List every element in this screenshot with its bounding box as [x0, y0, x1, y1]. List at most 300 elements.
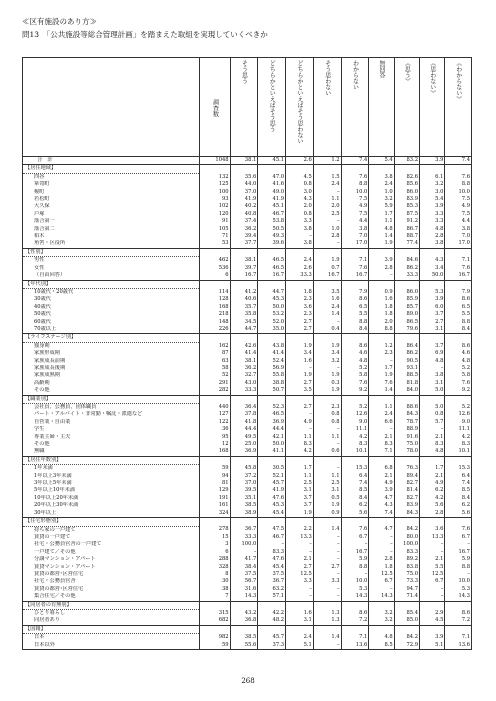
value-cell: 8.8 — [341, 319, 369, 326]
value-cell: 37.5 — [230, 571, 258, 578]
value-cell: 52.0 — [258, 319, 286, 326]
value-cell: 13.6 — [445, 642, 472, 650]
table-row — [23, 578, 472, 585]
value-cell — [230, 456, 258, 464]
value-cell: 3.9 — [420, 296, 445, 303]
row-label: 専業主婦・主夫 — [23, 434, 200, 441]
value-cell — [258, 601, 286, 609]
table-row — [23, 365, 472, 372]
value-cell: 1.0 — [369, 189, 394, 196]
value-cell: 7.1 — [445, 634, 472, 642]
row-label: ひとり暮らし — [23, 609, 200, 617]
value-cell: 162 — [200, 342, 230, 350]
value-cell: 2.4 — [369, 411, 394, 418]
value-cell: 44.4 — [258, 426, 286, 433]
value-cell: 129 — [200, 487, 230, 494]
value-cell: – — [313, 240, 341, 248]
value-cell: 5.7 — [420, 419, 445, 426]
value-cell: 7.4 — [445, 480, 472, 487]
value-cell — [445, 601, 472, 609]
value-cell: 7.2 — [341, 617, 369, 625]
value-cell: 95 — [200, 434, 230, 441]
value-cell — [230, 334, 258, 342]
value-cell: 4.9 — [420, 480, 445, 487]
value-cell: 5.5 — [445, 311, 472, 318]
value-cell: 41.7 — [230, 556, 258, 563]
value-cell: 1.9 — [313, 387, 341, 395]
value-cell: 8.6 — [445, 342, 472, 350]
value-cell: 4.5 — [286, 173, 314, 181]
value-cell: – — [313, 571, 341, 578]
row-label: 会社員、公務員、団体職員 — [23, 404, 200, 412]
table-row — [23, 609, 472, 617]
value-cell: 6.0 — [420, 304, 445, 311]
value-cell: 6 — [200, 549, 230, 556]
value-cell: 1.8 — [369, 311, 394, 318]
row-label: 賃貸の都営･区営住宅 — [23, 586, 200, 593]
value-cell: 2.1 — [420, 434, 445, 441]
value-cell: 3.6 — [420, 526, 445, 534]
value-cell: 5.2 — [445, 404, 472, 412]
value-cell: 41.6 — [258, 181, 286, 188]
value-cell: 1.7 — [286, 465, 314, 473]
value-cell: 37.5 — [258, 571, 286, 578]
value-cell: 7 — [200, 593, 230, 601]
table-row — [23, 380, 472, 387]
value-cell: 2.0 — [369, 319, 394, 326]
table-row — [23, 372, 472, 379]
value-cell: 38.5 — [230, 634, 258, 642]
value-cell: 7.6 — [341, 526, 369, 534]
value-cell: 38 — [200, 586, 230, 593]
value-cell: 3.8 — [369, 173, 394, 181]
value-cell: 2.3 — [369, 350, 394, 357]
value-cell: 100.0 — [394, 541, 419, 548]
value-cell: 0.4 — [313, 326, 341, 334]
value-cell — [341, 334, 369, 342]
table-row — [23, 480, 472, 487]
value-cell: 1.1 — [313, 196, 341, 203]
value-cell: 6.6 — [369, 419, 394, 426]
value-cell: 83.8 — [394, 564, 419, 571]
row-label: 四谷 — [23, 173, 200, 181]
value-cell: 35.0 — [258, 326, 286, 334]
value-cell: 38.8 — [258, 380, 286, 387]
value-cell: 8.8 — [445, 564, 472, 571]
value-cell — [286, 248, 314, 256]
value-cell: 91 — [200, 218, 230, 225]
column-header: そう思わない — [313, 58, 341, 157]
value-cell — [200, 395, 230, 403]
value-cell: 120 — [200, 211, 230, 218]
row-label: 3年以上5年未満 — [23, 480, 200, 487]
value-cell: 6.5 — [341, 304, 369, 311]
value-cell: 3.9 — [420, 203, 445, 210]
value-cell: 49.0 — [258, 189, 286, 196]
value-cell: 2.1 — [369, 473, 394, 480]
row-label: （自由回答） — [23, 272, 200, 280]
value-cell: 2.7 — [286, 404, 314, 412]
value-cell: 90.5 — [394, 358, 419, 365]
value-cell: 81.4 — [394, 487, 419, 494]
value-cell: 45.4 — [258, 564, 286, 571]
value-cell: 6.2 — [420, 487, 445, 494]
value-cell: – — [313, 534, 341, 541]
row-label: その他 — [23, 441, 200, 448]
value-cell: 315 — [200, 609, 230, 617]
value-cell: 80.0 — [394, 534, 419, 541]
value-cell: 6 — [200, 272, 230, 280]
value-cell: – — [313, 465, 341, 473]
value-cell: 2.4 — [286, 634, 314, 642]
value-cell: 3.7 — [286, 502, 314, 509]
value-cell: 86.2 — [394, 265, 419, 272]
row-label: 若松町 — [23, 196, 200, 203]
value-cell: 86.2 — [394, 350, 419, 357]
value-cell: 89.2 — [394, 556, 419, 563]
value-cell: 52.3 — [258, 404, 286, 412]
value-cell: 5.2 — [445, 365, 472, 372]
value-cell: 1.4 — [313, 526, 341, 534]
row-label: 合 計 — [23, 157, 200, 165]
value-cell: 37.3 — [258, 642, 286, 650]
column-header: どちらかといえばそう思う — [258, 58, 286, 157]
value-cell: 5.6 — [445, 510, 472, 518]
value-cell: 57.1 — [258, 593, 286, 601]
value-cell: 4.8 — [369, 226, 394, 233]
value-cell: 4.2 — [420, 495, 445, 502]
value-cell — [420, 518, 445, 526]
value-cell: 682 — [200, 617, 230, 625]
column-header: 無回答 — [369, 58, 394, 157]
value-cell: 30 — [200, 578, 230, 585]
value-cell — [369, 280, 394, 288]
value-cell — [369, 248, 394, 256]
value-cell — [230, 625, 258, 633]
value-cell: 2.1 — [286, 556, 314, 563]
value-cell: 33.3 — [394, 272, 419, 280]
value-cell: 2.4 — [313, 181, 341, 188]
value-cell: 4.2 — [286, 448, 314, 456]
value-cell: 41.8 — [230, 419, 258, 426]
value-cell: 47.6 — [258, 556, 286, 563]
value-cell: 35.6 — [230, 173, 258, 181]
value-cell: 226 — [200, 326, 230, 334]
value-cell: 42.1 — [258, 434, 286, 441]
value-cell: 52 — [200, 372, 230, 379]
table-row — [23, 426, 472, 433]
value-cell: 36.9 — [230, 448, 258, 456]
row-label: 落合第二 — [23, 226, 200, 233]
value-cell: 47.0 — [258, 173, 286, 181]
value-cell: 6.2 — [341, 502, 369, 509]
row-label: 30年以上 — [23, 510, 200, 518]
value-cell — [286, 280, 314, 288]
value-cell: 94.7 — [394, 586, 419, 593]
value-cell — [258, 518, 286, 526]
value-cell — [341, 518, 369, 526]
value-cell: 1.6 — [286, 609, 314, 617]
value-cell: 7.4 — [341, 480, 369, 487]
value-cell: 4.8 — [341, 358, 369, 365]
value-cell: 86.7 — [394, 226, 419, 233]
table-body — [23, 157, 472, 650]
column-header: 《思わない》 — [420, 58, 445, 157]
value-cell: 85.3 — [394, 203, 419, 210]
column-header: そう思う — [230, 58, 258, 157]
value-cell: 75.0 — [394, 441, 419, 448]
value-cell: 16.7 — [313, 272, 341, 280]
value-cell — [286, 518, 314, 526]
value-cell: 84.3 — [394, 510, 419, 518]
value-cell: 5.5 — [341, 311, 369, 318]
value-cell: 14.3 — [445, 593, 472, 601]
value-cell: 8.6 — [341, 342, 369, 350]
value-cell: 127 — [200, 411, 230, 418]
value-cell: 46.5 — [258, 411, 286, 418]
value-cell: – — [420, 541, 445, 548]
row-label: 日本 — [23, 634, 200, 642]
value-cell: 4.9 — [445, 203, 472, 210]
value-cell: – — [286, 365, 314, 372]
value-cell: 84.0 — [394, 387, 419, 395]
value-cell: 44.0 — [230, 181, 258, 188]
value-cell — [200, 601, 230, 609]
value-cell: 82.7 — [394, 480, 419, 487]
row-label: 賃貸の都営･区営住宅 — [23, 571, 200, 578]
value-cell — [420, 280, 445, 288]
value-cell: 14.3 — [230, 593, 258, 601]
value-cell: 4.6 — [341, 350, 369, 357]
value-cell: 4.8 — [420, 448, 445, 456]
value-cell: 3.9 — [420, 157, 445, 165]
table-row — [23, 419, 472, 426]
table-row — [23, 265, 472, 272]
value-cell — [200, 334, 230, 342]
value-cell: 13.3 — [286, 534, 314, 541]
value-cell: 4.9 — [341, 203, 369, 210]
value-cell: 53.8 — [258, 218, 286, 225]
value-cell: – — [341, 571, 369, 578]
value-cell: 191 — [200, 495, 230, 502]
value-cell: 8.4 — [341, 495, 369, 502]
row-label: 分譲マンション・アパート — [23, 556, 200, 563]
value-cell: 1048 — [200, 157, 230, 165]
value-cell: 91.2 — [394, 218, 419, 225]
row-label: 【年代別】 — [23, 280, 200, 288]
value-cell — [420, 334, 445, 342]
table-row — [23, 441, 472, 448]
table-row — [23, 404, 472, 412]
value-cell: 16.7 — [230, 272, 258, 280]
value-cell: 1.4 — [313, 634, 341, 642]
value-cell: 36.8 — [230, 617, 258, 625]
row-label: 榎町 — [23, 189, 200, 196]
value-cell: – — [445, 541, 472, 548]
value-cell: – — [420, 593, 445, 601]
value-cell: 1.8 — [369, 564, 394, 571]
value-cell: 2.1 — [369, 434, 394, 441]
value-cell: – — [286, 593, 314, 601]
value-cell: 3.1 — [420, 380, 445, 387]
row-label: 【職業別】 — [23, 395, 200, 403]
value-cell: 7.9 — [445, 288, 472, 296]
value-cell: 71.4 — [394, 593, 419, 601]
value-cell: 1.1 — [369, 218, 394, 225]
row-label: 社宅・公務員官舎 — [23, 578, 200, 585]
value-cell: 218 — [200, 311, 230, 318]
value-cell: – — [286, 586, 314, 593]
value-cell: 0.8 — [286, 211, 314, 218]
value-cell — [394, 280, 419, 288]
value-cell — [394, 601, 419, 609]
row-label: 持ち家の一戸建て — [23, 526, 200, 534]
header-row — [23, 58, 472, 157]
value-cell: 7.1 — [341, 634, 369, 642]
value-cell — [445, 280, 472, 288]
value-cell: 33.3 — [230, 387, 258, 395]
value-cell: 45.3 — [258, 502, 286, 509]
value-cell: 38.5 — [230, 502, 258, 509]
page-number: 268 — [241, 677, 255, 685]
value-cell: 83.3 — [394, 549, 419, 556]
value-cell: 36.4 — [230, 404, 258, 412]
table-row — [23, 288, 472, 296]
table-row — [23, 541, 472, 548]
value-cell: 7.0 — [445, 233, 472, 240]
value-cell: – — [286, 541, 314, 548]
value-cell: 41.4 — [258, 350, 286, 357]
column-header: どちらかといえばそう思わない — [286, 58, 314, 157]
table-row — [23, 240, 472, 248]
value-cell: 1.9 — [369, 240, 394, 248]
row-label: 【同居者の有無別】 — [23, 601, 200, 609]
value-cell: 462 — [200, 257, 230, 265]
value-cell: 1.9 — [286, 510, 314, 518]
row-label: その他 — [23, 387, 200, 395]
value-cell: 3.7 — [420, 342, 445, 350]
table-row — [23, 326, 472, 334]
value-cell — [200, 456, 230, 464]
value-cell — [230, 518, 258, 526]
value-cell: 12.6 — [341, 411, 369, 418]
value-cell: 88.7 — [394, 233, 419, 240]
value-cell: 10.0 — [341, 189, 369, 196]
value-cell: 3.8 — [286, 226, 314, 233]
value-cell: 48.2 — [258, 617, 286, 625]
value-cell: 39.6 — [258, 240, 286, 248]
row-label: 男性 — [23, 257, 200, 265]
value-cell — [230, 601, 258, 609]
value-cell: 2.4 — [286, 257, 314, 265]
value-cell: 8.6 — [445, 296, 472, 303]
value-cell: 89.0 — [394, 311, 419, 318]
value-cell: 4.4 — [445, 218, 472, 225]
value-cell: 4.5 — [420, 617, 445, 625]
row-label: 高齢期 — [23, 380, 200, 387]
section-row — [23, 456, 472, 464]
value-cell: 47.5 — [258, 526, 286, 534]
value-cell: 33.3 — [286, 272, 314, 280]
value-cell: 88.9 — [394, 426, 419, 433]
value-cell — [420, 248, 445, 256]
value-cell: 3.1 — [313, 487, 341, 494]
value-cell — [286, 456, 314, 464]
row-label: 自営業・自由業 — [23, 419, 200, 426]
value-cell: 8.5 — [445, 487, 472, 494]
value-cell: 58 — [200, 365, 230, 372]
value-cell: 1.7 — [420, 465, 445, 473]
row-label: 40歳代 — [23, 304, 200, 311]
value-cell: 85.6 — [394, 181, 419, 188]
value-cell: 41.2 — [230, 288, 258, 296]
value-cell: 37.0 — [230, 480, 258, 487]
value-cell: 78.7 — [394, 419, 419, 426]
value-cell: – — [420, 586, 445, 593]
value-cell: – — [286, 233, 314, 240]
value-cell: 1.0 — [313, 226, 341, 233]
value-cell: 1.9 — [313, 372, 341, 379]
value-cell: 8.8 — [341, 181, 369, 188]
table-row — [23, 196, 472, 203]
value-cell: 12 — [200, 441, 230, 448]
value-cell: – — [313, 549, 341, 556]
value-cell: 7.6 — [369, 380, 394, 387]
value-cell: – — [313, 426, 341, 433]
value-cell: 7.6 — [341, 380, 369, 387]
question-title: 問13 「公共施設等総合管理計画」を踏まえた取組を実現していくべきか — [22, 30, 268, 39]
value-cell: 3.9 — [369, 487, 394, 494]
value-cell: 6.5 — [445, 304, 472, 311]
value-cell — [258, 456, 286, 464]
value-cell: 7.5 — [341, 196, 369, 203]
value-cell: 81.8 — [394, 380, 419, 387]
value-cell: 44.4 — [230, 426, 258, 433]
value-cell — [313, 165, 341, 173]
value-cell: 2.3 — [286, 311, 314, 318]
value-cell: 11.1 — [341, 426, 369, 433]
value-cell: 83.9 — [394, 196, 419, 203]
value-cell: 36.7 — [230, 526, 258, 534]
table-row — [23, 296, 472, 303]
value-cell: 1.6 — [286, 358, 314, 365]
value-cell: 128 — [200, 296, 230, 303]
value-cell: 59 — [200, 642, 230, 650]
value-cell: 7.1 — [341, 257, 369, 265]
value-cell: 7.6 — [445, 173, 472, 181]
value-cell: 2.3 — [286, 296, 314, 303]
value-cell: 122 — [200, 419, 230, 426]
value-cell: 7.5 — [445, 196, 472, 203]
value-cell: 55.6 — [230, 642, 258, 650]
value-cell: – — [369, 541, 394, 548]
column-header: 《思う》 — [394, 58, 419, 157]
value-cell: 5.6 — [341, 510, 369, 518]
value-cell: 3.3 — [420, 218, 445, 225]
value-cell — [369, 456, 394, 464]
value-cell — [341, 456, 369, 464]
value-cell: 3.3 — [313, 578, 341, 585]
value-cell: 6.8 — [369, 465, 394, 473]
value-cell — [341, 165, 369, 173]
value-cell — [200, 248, 230, 256]
value-cell: 0.8 — [313, 419, 341, 426]
value-cell: 3.4 — [313, 350, 341, 357]
value-cell: 41.1 — [258, 448, 286, 456]
value-cell — [230, 280, 258, 288]
value-cell: 8.3 — [341, 441, 369, 448]
value-cell: 3.7 — [420, 311, 445, 318]
